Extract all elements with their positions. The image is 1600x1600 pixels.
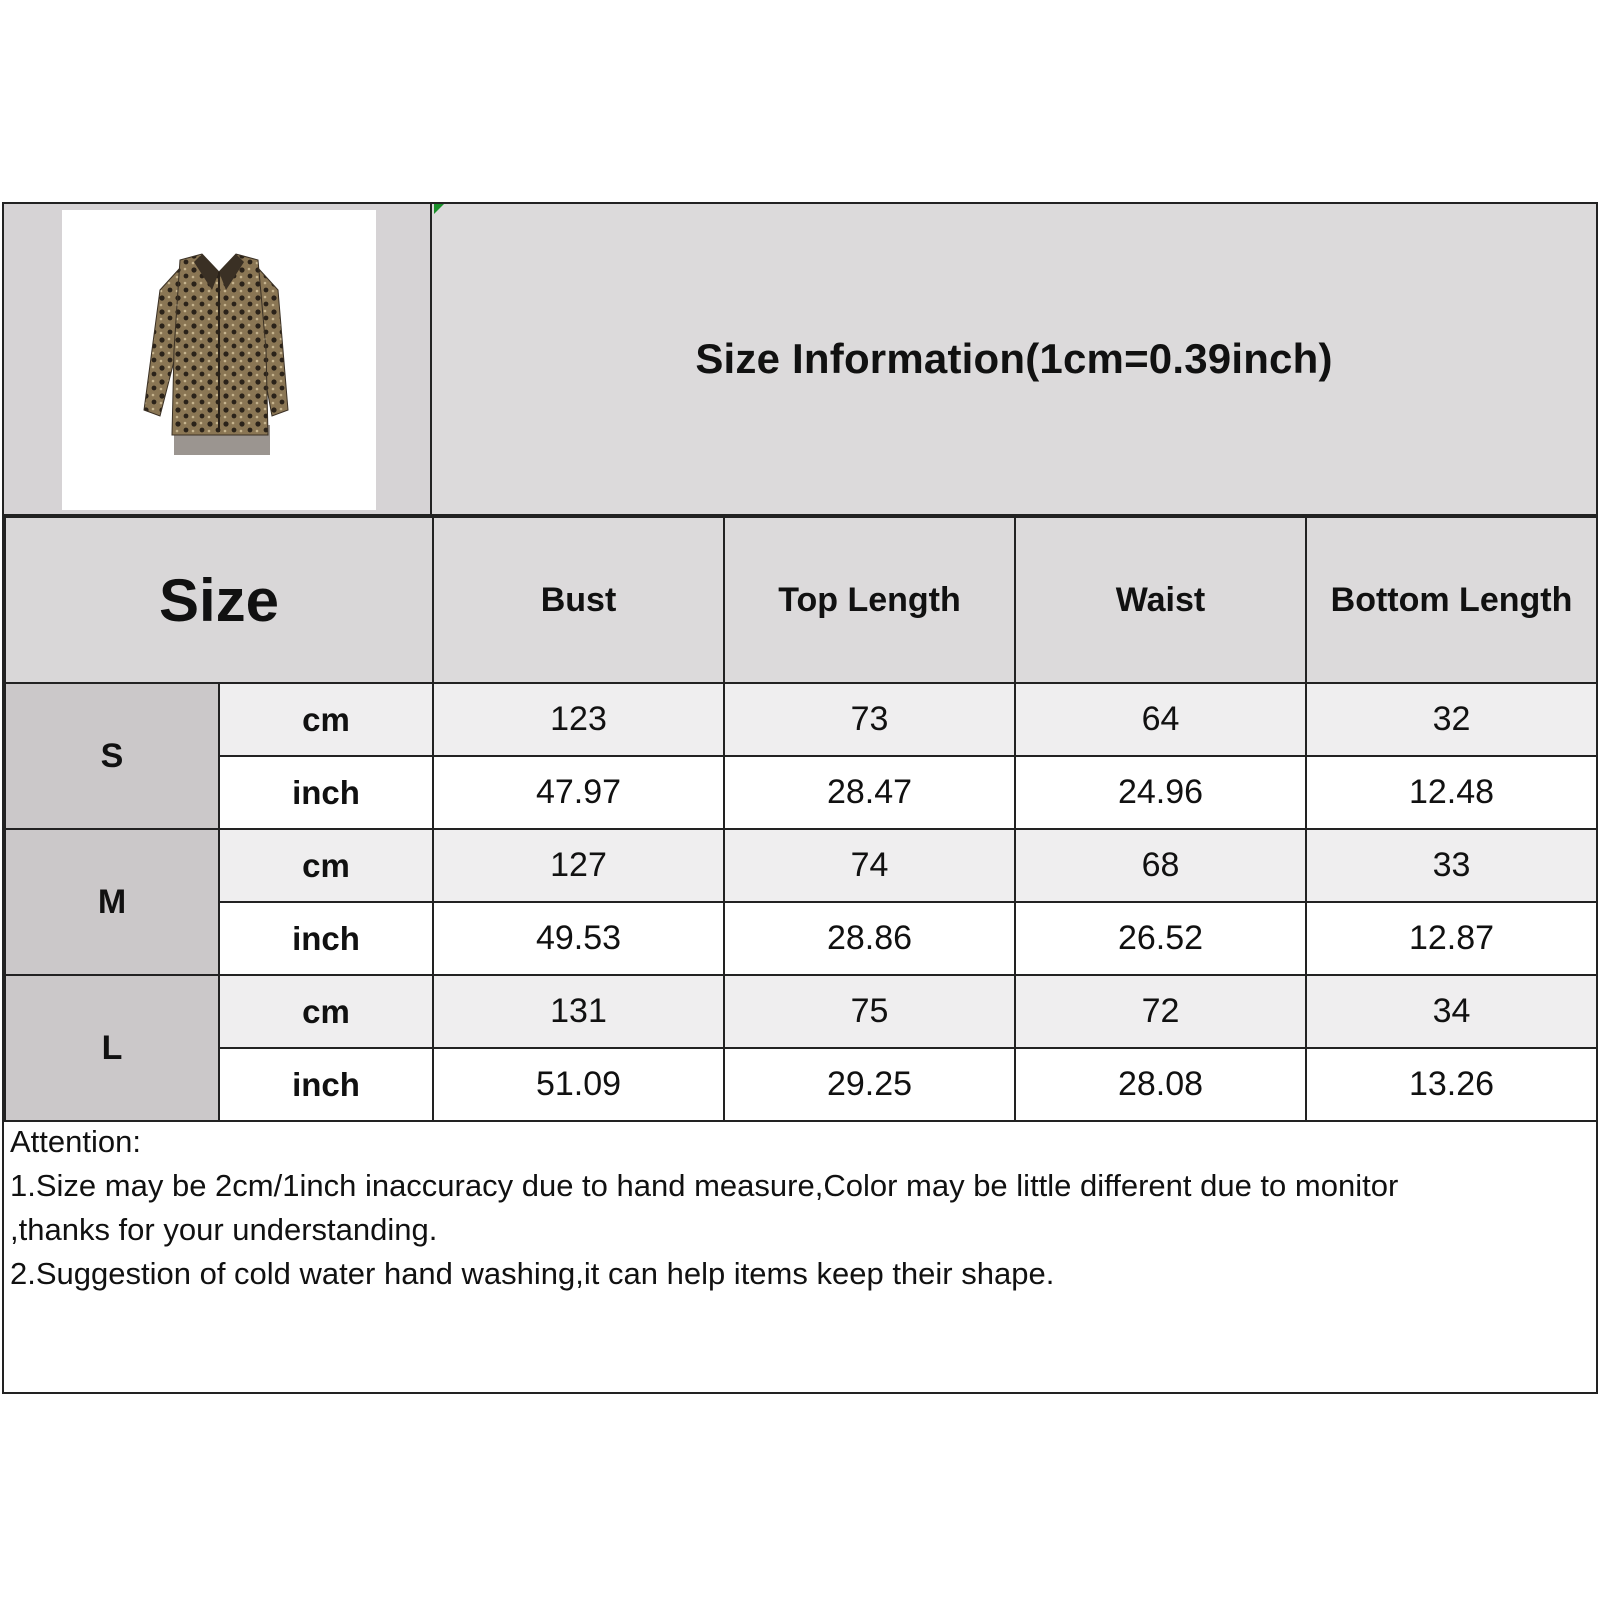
- page-title: Size Information(1cm=0.39inch): [695, 335, 1333, 382]
- table-row: [5, 683, 1597, 756]
- column-header-top-length: Top Length: [724, 517, 1015, 683]
- table-cell: 28.08: [1015, 1048, 1306, 1121]
- unit-label: inch: [219, 756, 433, 829]
- leopard-shirt-icon: [62, 210, 376, 510]
- unit-label: inch: [219, 1048, 433, 1121]
- table-cell: 123: [433, 683, 724, 756]
- table-cell: 13.26: [1306, 1048, 1597, 1121]
- table-cell: 24.96: [1015, 756, 1306, 829]
- column-header-bottom-length: Bottom Length: [1306, 517, 1597, 683]
- cell-corner-marker: [434, 204, 444, 214]
- table-row: [5, 756, 1597, 829]
- column-header-waist: Waist: [1015, 517, 1306, 683]
- table-cell: 47.97: [433, 756, 724, 829]
- table-cell: 64: [1015, 683, 1306, 756]
- table-row: [5, 1048, 1597, 1121]
- table-row: [5, 902, 1597, 975]
- table-cell: 28.47: [724, 756, 1015, 829]
- product-photo-cell: [4, 204, 432, 516]
- table-cell: 26.52: [1015, 902, 1306, 975]
- table-cell: 131: [433, 975, 724, 1048]
- size-table: [4, 516, 1598, 1122]
- table-cell: 73: [724, 683, 1015, 756]
- table-row: [5, 975, 1597, 1048]
- table-header-row: [5, 517, 1597, 683]
- table-cell: 74: [724, 829, 1015, 902]
- table-cell: 29.25: [724, 1048, 1015, 1121]
- size-label-l: L: [5, 975, 219, 1121]
- table-cell: 49.53: [433, 902, 724, 975]
- size-label-s: S: [5, 683, 219, 829]
- unit-label: cm: [219, 829, 433, 902]
- column-header-bust: Bust: [433, 517, 724, 683]
- unit-label: cm: [219, 683, 433, 756]
- table-cell: 28.86: [724, 902, 1015, 975]
- notes-heading: Attention:: [10, 1124, 141, 1159]
- size-chart: [2, 202, 1598, 1394]
- size-label-m: M: [5, 829, 219, 975]
- note-line-2: 2.Suggestion of cold water hand washing,it can help items keep their shape.: [10, 1256, 1055, 1291]
- table-cell: 12.87: [1306, 902, 1597, 975]
- table-cell: 127: [433, 829, 724, 902]
- note-line-1-cont: ,thanks for your understanding.: [10, 1212, 438, 1247]
- table-row: [5, 829, 1597, 902]
- table-cell: 51.09: [433, 1048, 724, 1121]
- table-cell: 32: [1306, 683, 1597, 756]
- table-cell: 68: [1015, 829, 1306, 902]
- table-cell: 12.48: [1306, 756, 1597, 829]
- product-photo: [62, 210, 376, 510]
- title-cell: [432, 204, 1596, 516]
- table-cell: 75: [724, 975, 1015, 1048]
- table-cell: 72: [1015, 975, 1306, 1048]
- size-column-header: Size: [5, 517, 433, 683]
- attention-notes: [10, 1120, 1590, 1296]
- table-cell: 34: [1306, 975, 1597, 1048]
- note-line-1: 1.Size may be 2cm/1inch inaccuracy due to hand measure,Color may be little different due to monitor: [10, 1168, 1399, 1203]
- table-cell: 33: [1306, 829, 1597, 902]
- unit-label: inch: [219, 902, 433, 975]
- unit-label: cm: [219, 975, 433, 1048]
